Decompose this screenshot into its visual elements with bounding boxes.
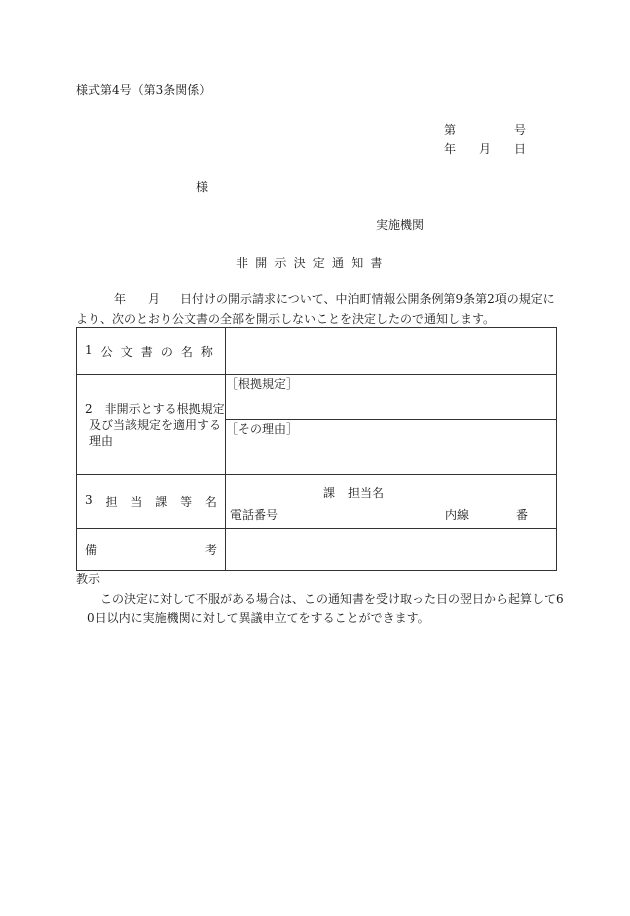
instruction-line-1: この決定に対して不服がある場合は、この通知書を受け取った日の翌日から起算して6 — [100, 592, 564, 606]
instruction-line-2: 0日以内に実施機関に対して異議申立てをすることができます。 — [87, 611, 430, 625]
date-line — [444, 143, 526, 155]
body-line-2: より、次のとおり公文書の全部を開示しないことを決定したので通知します。 — [76, 312, 496, 326]
label-basis-reason: 2 非開示とする根拠規定 及び当該規定を適用する 理由 — [77, 375, 226, 475]
doc-number-suffix: 号 — [513, 123, 526, 137]
sender-organization: 実施機関 — [376, 218, 425, 232]
body-line-1-text: 日付けの開示請求について、中泊町情報公開条例第9条第2項の規定に — [180, 292, 555, 306]
body-month: 月 — [148, 292, 161, 306]
value-basis — [226, 375, 557, 420]
instruction-heading: 教示 — [76, 572, 101, 586]
date-month: 月 — [478, 142, 491, 156]
phone-label: 電話番号 — [230, 507, 279, 522]
person-label: 担当名 — [348, 485, 385, 500]
extension-suffix: 番 — [516, 507, 529, 522]
table-row-remarks — [77, 529, 557, 571]
document-title: 非開示決定通知書 — [236, 256, 390, 270]
value-department — [226, 475, 557, 529]
table-row-contact — [77, 475, 557, 529]
label-remarks: 備 考 — [77, 529, 226, 571]
notice-table — [76, 327, 557, 571]
body-year: 年 — [114, 292, 127, 306]
form-number: 様式第4号（第3条関係） — [76, 83, 212, 97]
date-day: 日 — [513, 142, 526, 156]
extension-label: 内線 — [445, 507, 470, 522]
reason-label: ［その理由］ — [226, 422, 299, 436]
value-remarks — [226, 529, 557, 571]
table-row-document-name — [77, 328, 557, 375]
table-row-basis — [77, 375, 557, 420]
label-department: 3 担 当 課 等 名 — [77, 475, 226, 529]
addressee-suffix: 様 — [196, 180, 209, 194]
basis-label: ［根拠規定］ — [226, 377, 299, 391]
section-suffix: 課 — [323, 485, 336, 500]
doc-number-prefix: 第 — [444, 123, 457, 137]
label-document-name: 1 公 文 書 の 名 称 — [77, 328, 226, 375]
date-year: 年 — [444, 142, 457, 156]
document-number-line — [444, 124, 526, 136]
value-reason — [226, 420, 557, 475]
value-document-name — [226, 328, 557, 375]
